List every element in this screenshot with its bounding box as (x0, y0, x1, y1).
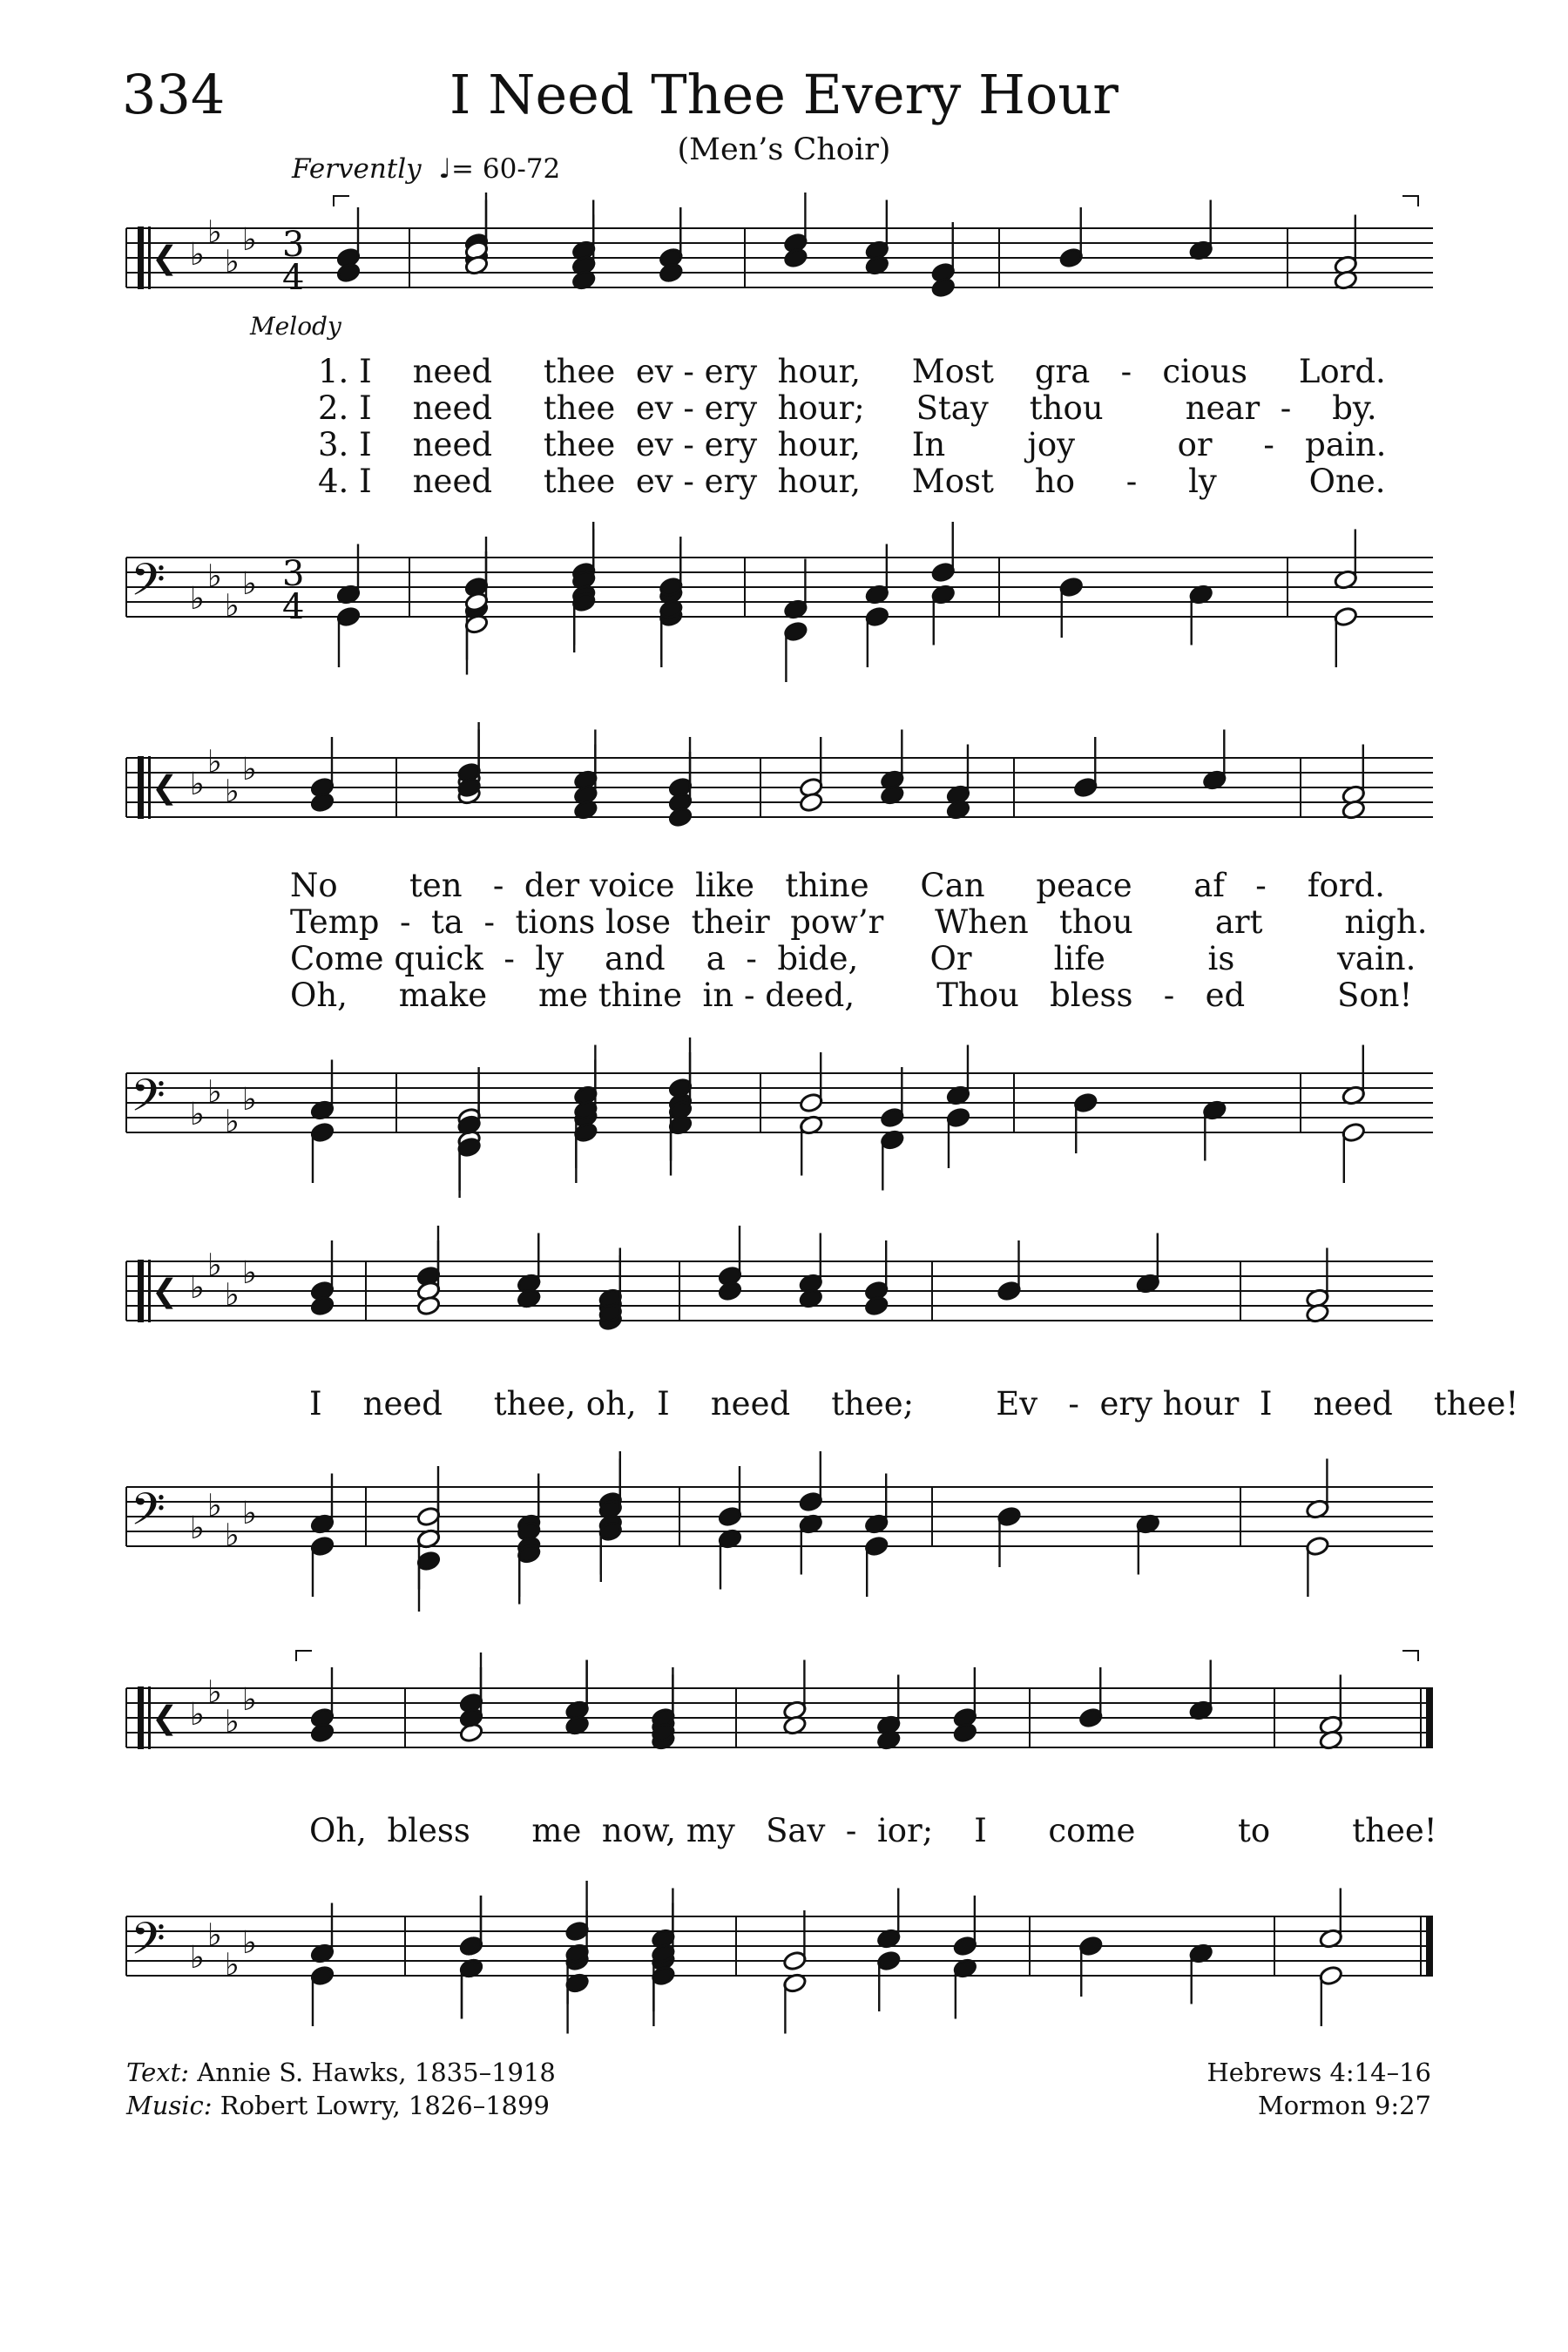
lyric-line: No ten - der voice like thine Can peace af - ford. (290, 867, 1385, 904)
lyric-line: 3. I need thee ev - ery hour, In joy or - pain. (318, 426, 1387, 463)
flat-icon: ♭ (190, 767, 205, 802)
hymn-subtitle: (Men’s Choir) (677, 132, 891, 167)
flat-icon: ♭ (225, 1704, 240, 1740)
c-clef-icon (148, 1260, 151, 1322)
time-signature: 4 (282, 587, 305, 627)
flat-icon: ♭ (207, 744, 222, 781)
flat-icon: ♭ (242, 1925, 257, 1961)
flat-icon: ♭ (242, 222, 257, 258)
c-clef-icon (148, 1686, 151, 1749)
flat-icon: ♭ (225, 1947, 240, 1984)
flat-icon: ♭ (242, 752, 257, 787)
lyric-line: Oh, bless me now, my Sav - ior; I come to thee! (309, 1812, 1437, 1849)
flat-icon: ♭ (225, 774, 240, 810)
flat-icon: ♭ (190, 581, 205, 617)
flat-icon: ♭ (190, 1097, 205, 1132)
c-clef-icon: ❮ (152, 1274, 179, 1309)
lyric-line: 4. I need thee ev - ery hour, Most ho - ly One. (318, 463, 1386, 500)
time-signature: 3 (282, 225, 305, 265)
music-credit (126, 2089, 556, 2122)
flat-icon: ♭ (242, 1082, 257, 1118)
lyric-line: Temp - ta - tions lose their pow’r When thou art nigh. (290, 903, 1428, 941)
scripture-references (1207, 2056, 1432, 2122)
flat-icon: ♭ (225, 588, 240, 625)
c-clef-icon (138, 1260, 144, 1322)
c-clef-icon (138, 226, 144, 289)
lyric-line: 2. I need thee ev - ery hour; Stay thou near - by. (318, 389, 1377, 427)
bracket-mark (1402, 1651, 1418, 1661)
flat-icon: ♭ (225, 244, 240, 280)
quarter-note-icon: ♩ (429, 153, 452, 185)
bass-clef-icon: 𝄢 (131, 1069, 166, 1132)
final-barline (1426, 1916, 1433, 1976)
bass-clef-icon: 𝄢 (131, 1912, 166, 1976)
tempo-word: Fervently (292, 153, 422, 185)
flat-icon: ♭ (242, 1496, 257, 1531)
c-clef-icon (138, 1686, 144, 1749)
bracket-mark (296, 1651, 312, 1661)
hymn-number: 334 (122, 63, 226, 126)
lyric-line: Come quick - ly and a - bide, Or life is vain. (290, 940, 1416, 977)
tempo-value: = 60-72 (451, 153, 561, 185)
lyric-line: I need thee, oh, I need thee; Ev - ery hour I need thee! (309, 1385, 1519, 1423)
flat-icon: ♭ (207, 214, 222, 251)
flat-icon: ♭ (190, 1697, 205, 1733)
music-credit-value: Robert Lowry, 1826–1899 (220, 2091, 550, 2120)
bass-clef-icon: 𝄢 (131, 553, 166, 617)
flat-icon: ♭ (207, 1488, 222, 1524)
text-credit-value: Annie S. Hawks, 1835–1918 (197, 2058, 556, 2087)
flat-icon: ♭ (207, 1674, 222, 1711)
flat-icon: ♭ (242, 566, 257, 602)
bass-clef-icon: 𝄢 (131, 1483, 166, 1546)
text-credit-label: Text: (126, 2058, 190, 2087)
flat-icon: ♭ (225, 1277, 240, 1314)
c-clef-icon (148, 226, 151, 289)
flat-icon: ♭ (225, 1517, 240, 1554)
flat-icon: ♭ (207, 1074, 222, 1111)
scripture-reference: Hebrews 4:14–16 (1206, 2058, 1431, 2087)
c-clef-icon: ❮ (152, 240, 179, 276)
lyric-line: Oh, make me thine in - deed, Thou bless - ed Son! (290, 977, 1413, 1014)
flat-icon: ♭ (190, 1511, 205, 1546)
c-clef-icon: ❮ (152, 770, 179, 806)
flat-icon: ♭ (190, 237, 205, 273)
music-credit-label: Music: (126, 2091, 213, 2120)
melody-label: Melody (250, 312, 341, 341)
lyric-line: 1. I need thee ev - ery hour, Most gra - cious Lord. (318, 353, 1386, 390)
flat-icon: ♭ (190, 1940, 205, 1976)
credits (126, 2056, 556, 2122)
flat-icon: ♭ (207, 1917, 222, 1954)
final-barline (1426, 1688, 1433, 1747)
text-credit (126, 2056, 556, 2089)
scripture-reference: Mormon 9:27 (1258, 2091, 1431, 2120)
flat-icon: ♭ (207, 558, 222, 595)
time-signature: 4 (282, 258, 305, 298)
time-signature: 3 (282, 554, 305, 594)
flat-icon: ♭ (190, 1270, 205, 1306)
bracket-mark (1402, 196, 1418, 206)
bracket-mark (334, 196, 349, 206)
flat-icon: ♭ (242, 1255, 257, 1291)
c-clef-icon: ❮ (152, 1700, 179, 1736)
hymn-title: I Need Thee Every Hour (449, 63, 1119, 126)
c-clef-icon (148, 756, 151, 819)
c-clef-icon (138, 756, 144, 819)
flat-icon: ♭ (207, 1247, 222, 1284)
flat-icon: ♭ (225, 1104, 240, 1140)
flat-icon: ♭ (242, 1682, 257, 1718)
